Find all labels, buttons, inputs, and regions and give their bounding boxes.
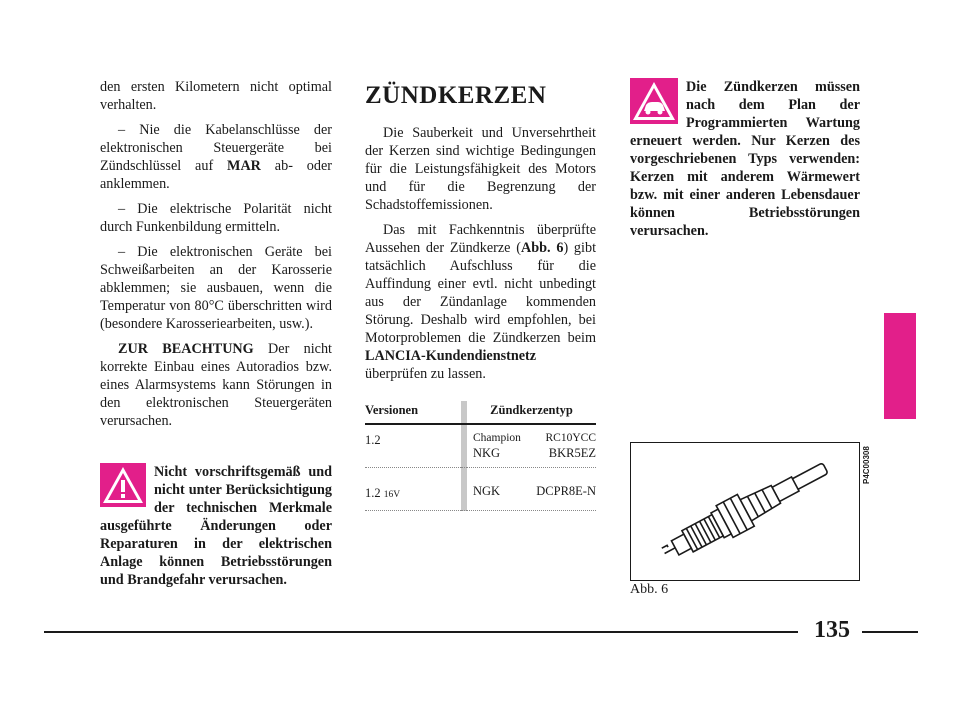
warning-triangle-icon	[100, 463, 146, 507]
warning-text: Die Zündkerzen müssen nach dem Plan der Programmierten Wartung erneuert werden. Nur Kerzen des vorgeschriebenen Typs verwenden: Kerzen mit anderem Wärmewert bzw. mit einer anderen Lebensdauer können Betriebsstörungen verursachen.	[630, 79, 860, 239]
version: 1.2	[365, 486, 381, 500]
text: ab- oder anklemmen.	[100, 158, 333, 192]
warning-block	[100, 463, 332, 589]
type-line	[473, 484, 596, 499]
brand: NKG	[473, 446, 501, 460]
version-suffix: 16V	[383, 490, 401, 500]
paragraph	[100, 121, 332, 193]
chapter-tab	[884, 313, 916, 419]
spark-plug-illustration	[631, 443, 859, 580]
bold-term: LANCIA-Kundendienstnetz	[365, 348, 537, 364]
text: ) gibt tatsächlich Aufschluss für die Auffindung einer evtl. nicht unbedingt aus der Zündanlage kommenden Störung. Deshalb wird empfohlen, bei Motorproblemen die Zündkerzen beim	[365, 240, 597, 346]
paragraph	[365, 221, 596, 383]
text: – Nie die Kabelanschlüsse der elektronischen Steuergeräte bei Zündschlüssel auf	[100, 122, 332, 174]
table-header-row	[365, 401, 596, 424]
bold-term: MAR	[227, 158, 261, 174]
version-cell: 1.2	[365, 424, 461, 468]
paragraph: Die Sauberkeit und Unversehrtheit der Kerzen sind wichtige Bedingungen für die Leistungsfähigkeit des Motors und für die Begrenzung der Schadstoffemissionen.	[365, 125, 596, 213]
text: Der nicht korrekte Einbau eines Autoradios bzw. eines Alarmsystems kann Störungen in den elektronischen Steuergeräten verursachen.	[100, 341, 332, 429]
model: RC10YCC	[545, 432, 596, 444]
paragraph: – Die elektronischen Geräte bei Schweißarbeiten an der Karosserie abklemmen; sie ausbauen, wenn die Temperatur von 80°C überschritten wird (besondere Karosseriearbeiten, usw.).	[100, 244, 332, 332]
text-column-right	[630, 78, 860, 240]
table-row	[365, 468, 596, 511]
car-warning-icon	[630, 78, 678, 124]
brand: NGK	[473, 484, 501, 498]
text: überprüfen zu lassen.	[365, 366, 486, 382]
paragraph: den ersten Kilometern nicht optimal verhalten.	[100, 79, 332, 113]
figure-code: P4C00308	[862, 446, 871, 484]
table-row	[365, 424, 596, 468]
figure-reference: Abb. 6	[520, 240, 564, 256]
paragraph	[100, 340, 332, 430]
notice-label: ZUR BEACHTUNG	[118, 341, 254, 357]
section-heading: ZÜNDKERZEN	[365, 82, 547, 109]
warning-text: Nicht vorschriftsgemäß und nicht unter Berücksichtigung der technischen Merkmale ausgeführte Änderungen oder Reparaturen in der elektrischen Anlage können Betriebsstörungen und Brandgefahr verursachen.	[100, 464, 332, 588]
paragraph: – Die elektrische Polarität nicht durch Funkenbildung ermitteln.	[100, 201, 332, 235]
brand: Champion	[473, 432, 521, 444]
type-line	[473, 431, 596, 446]
footer-rule	[44, 631, 798, 633]
warning-block	[630, 78, 860, 240]
model: DCPR8E-N	[536, 484, 596, 498]
page-number: 135	[814, 617, 850, 643]
spark-plug-table	[365, 401, 596, 511]
footer-rule	[862, 631, 918, 633]
text: Das mit Fachkenntnis überprüfte Aussehen der Zündkerze (	[365, 222, 596, 256]
figure-caption: Abb. 6	[630, 582, 669, 597]
column-header: Zündkerzentyp	[467, 401, 596, 424]
column-header: Versionen	[365, 401, 461, 424]
type-cell	[467, 468, 596, 511]
spark-plug-figure	[630, 442, 860, 581]
text-column-left	[100, 78, 332, 589]
type-cell	[467, 424, 596, 468]
model: BKR5EZ	[548, 446, 596, 460]
text-column-middle	[365, 78, 596, 511]
type-line	[473, 446, 596, 461]
version-cell	[365, 468, 461, 511]
